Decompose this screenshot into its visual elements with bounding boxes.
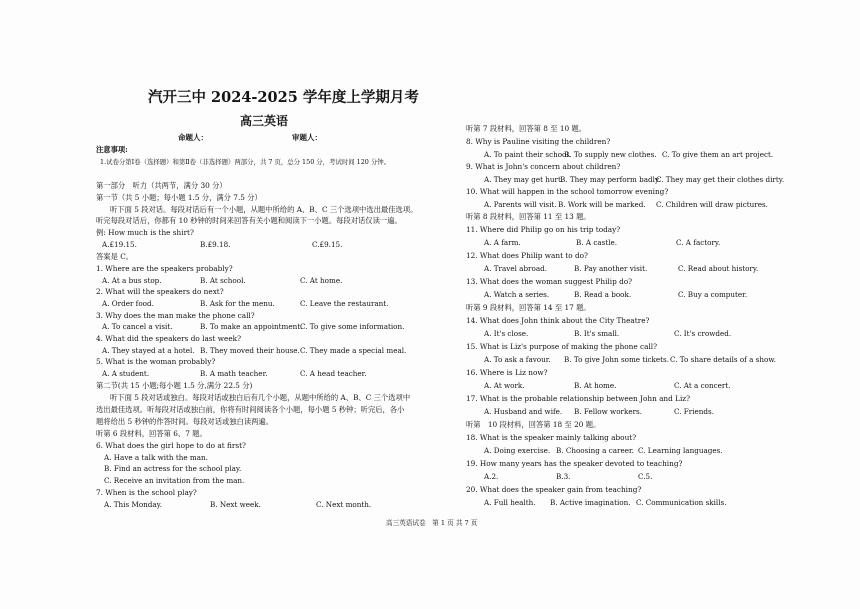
option-c: C. Next month. (316, 500, 372, 509)
question-text: 2. What will the speakers do next? (96, 287, 224, 296)
option-a: A. This Monday. (104, 500, 163, 509)
question-text: 18. What is the speaker mainly talking about? (466, 433, 637, 442)
option-b: B. To make an appointment. (200, 322, 303, 331)
reviewer-label: 审题人： (292, 133, 322, 142)
option-c: C. At a concert. (674, 381, 731, 390)
page-footer: 高三英语试卷 第 1 页 共 7 页 (386, 519, 478, 527)
option-c: C. At home. (300, 276, 343, 285)
section2-instruction: 题将给出 5 秒钟的作答时间。每段对话或独白读两遍。 (96, 417, 274, 426)
option-a: A. Have a talk with the man. (104, 453, 208, 462)
option-b: B. They may perform badly. (560, 175, 661, 184)
option-c: C. They made a special meal. (300, 346, 407, 355)
option-c: C. Read about history. (678, 264, 759, 273)
question-text: 13. What does the woman suggest Philip do? (466, 277, 633, 286)
question-text: 14. What does John think about the City Theatre? (466, 316, 650, 325)
option-c: C. To give them an art project. (662, 150, 774, 159)
option-a: A. To cancel a visit. (102, 322, 173, 331)
option-a: A. Order food. (102, 299, 154, 308)
part1-heading: 第一部分 听力（共两节，满分 30 分） (96, 181, 227, 190)
option-b: B. Choosing a career. (556, 446, 634, 455)
option-c: C. Leave the restaurant. (300, 299, 389, 308)
option-a: A. Travel abroad. (484, 264, 547, 273)
option-b: B. Work will be marked. (558, 200, 646, 209)
option-c: C. To share details of a show. (670, 355, 776, 364)
option-b: B. Pay another visit. (574, 264, 648, 273)
option-c: C. Buy a computer. (678, 290, 748, 299)
option-a: A. At work. (484, 381, 525, 390)
question-text: 17. What is the probable relationship between John and Liz? (466, 394, 691, 403)
section2-instruction: 听下面 5 段对话或独白。每段对话或独白后有几个小题，从题中所给的 A、B、C 三个选项中 (110, 393, 411, 402)
option-b: B. They moved their house. (200, 346, 300, 355)
question-text: 8. Why is Pauline visiting the children? (466, 137, 611, 146)
section2-heading: 第二节(共 15 小题;每小题 1.5 分,满分 22.5 分) (96, 381, 253, 390)
option-c: C. A head teacher. (300, 369, 367, 378)
option-a: A. Husband and wife. (484, 407, 563, 416)
option-c: C. A factory. (676, 238, 721, 247)
question-text: 1. Where are the speakers probably? (96, 264, 233, 273)
option-b: B. To supply new clothes. (564, 150, 657, 159)
option-c: C. Learning languages. (638, 446, 723, 455)
option-a: A. A farm. (484, 238, 521, 247)
text8-heading: 听第 8 段材料，回答第 11 至 13 题。 (466, 212, 591, 221)
subject-title: 高三英语 (240, 114, 289, 128)
question-text: 12. What does Philip want to do? (466, 251, 588, 260)
option-a: A. They may get hurt. (484, 175, 564, 184)
option-b: B. Active imagination. (550, 498, 631, 507)
text6-heading: 听第 6 段材料，回答第 6、7 题。 (96, 429, 207, 438)
question-text: 20. What does the speaker gain from teaching? (466, 485, 642, 494)
text7-heading: 听第 7 段材料，回答第 8 至 10 题。 (466, 124, 587, 133)
option-c: C. It's crowded. (674, 329, 732, 338)
option-c: C. Children will draw pictures. (656, 200, 768, 209)
section1-instruction: 听完每段对话后，你都有 10 秒钟的时间来回答有关小题和阅读下一小题。每段对话仅读一遍。 (96, 216, 402, 225)
question-text: 16. Where is Liz now? (466, 368, 548, 377)
option-b: B.3. (556, 472, 571, 481)
option-a: A. A student. (102, 369, 150, 378)
option-b: B. Fellow workers. (574, 407, 642, 416)
question-text: 9. What is John's concern about children? (466, 162, 621, 171)
notes-heading: 注意事项: (96, 145, 128, 154)
option-b: B. A math teacher. (200, 369, 268, 378)
option-b: B. A castle. (576, 238, 618, 247)
option-b: B. At school. (200, 276, 246, 285)
option-b: B. Next week. (210, 500, 261, 509)
question-text: 11. Where did Philip go on his trip today? (466, 225, 621, 234)
question-text: 4. What did the speakers do last week? (96, 334, 242, 343)
option-a: A. To ask a favour. (484, 355, 551, 364)
option-b: B. Ask for the menu. (200, 299, 275, 308)
section1-heading: 第一节（共 5 小题；每小题 1.5 分，满分 7.5 分） (96, 193, 262, 202)
option-b: B. To give John some tickets. (564, 355, 670, 364)
text10-heading: 听第 10 段材料，回答第 18 至 20 题。 (466, 420, 601, 429)
option-a: A. Full health. (484, 498, 536, 507)
question-text: 7. When is the school play? (96, 488, 197, 497)
option-b: B. Find an actress for the school play. (104, 464, 242, 473)
question-text: 5. What is the woman probably? (96, 357, 216, 366)
notes-line: 1.试卷分第Ⅰ卷（选择题）和第Ⅱ卷（非选择题）两部分，共 7 页，总分 150 分，考试时间 120 分钟。 (100, 158, 391, 166)
example-option-b: B.£9.18. (200, 240, 231, 249)
option-b: B. It's small. (574, 329, 620, 338)
option-c: C. They may get their clothes dirty. (656, 175, 785, 184)
question-text: 3. Why does the man make the phone call? (96, 311, 255, 320)
option-a: A. Doing exercise. (484, 446, 551, 455)
option-a: A.2. (484, 472, 499, 481)
question-text: 6. What does the girl hope to do at first? (96, 441, 246, 450)
option-a: A. Parents will visit. (484, 200, 557, 209)
option-a: A. To paint their school. (484, 150, 571, 159)
option-c: C. To give some information. (300, 322, 405, 331)
option-a: A. They stayed at a hotel. (102, 346, 195, 355)
question-text: 10. What will happen in the school tomorrow evening? (466, 187, 669, 196)
section1-instruction: 听下面 5 段对话。每段对话后有一个小题，从题中所给的 A、B、C 三个选项中选出最佳选项。 (110, 205, 418, 214)
option-c: C.5. (638, 472, 653, 481)
option-c: C. Communication skills. (636, 498, 727, 507)
option-a: A. It's close. (484, 329, 529, 338)
text9-heading: 听第 9 段材料，回答第 14 至 17 题。 (466, 303, 591, 312)
option-c: C. Receive an invitation from the man. (104, 476, 245, 485)
section2-instruction: 选出最佳选项。听每段对话或独白前，你将有时间阅读各个小题，每小题 5 秒钟；听完后，各小 (96, 405, 405, 414)
option-c: C. Friends. (674, 407, 714, 416)
example-option-a: A.£19.15. (102, 240, 137, 249)
example-answer: 答案是 C。 (96, 252, 134, 261)
example-question: 例: How much is the shirt? (96, 228, 194, 237)
option-a: A. Watch a series. (484, 290, 550, 299)
example-option-c: C.£9.15. (312, 240, 343, 249)
school-title: 汽开三中 2024-2025 学年度上学期月考 (148, 89, 419, 106)
question-text: 15. What is Liz's purpose of making the phone call? (466, 342, 658, 351)
option-b: B. At home. (574, 381, 617, 390)
option-b: B. Read a book. (574, 290, 632, 299)
question-text: 19. How many years has the speaker devoted to teaching? (466, 459, 683, 468)
option-a: A. At a bus stop. (102, 276, 162, 285)
author-label: 命题人： (178, 133, 208, 142)
